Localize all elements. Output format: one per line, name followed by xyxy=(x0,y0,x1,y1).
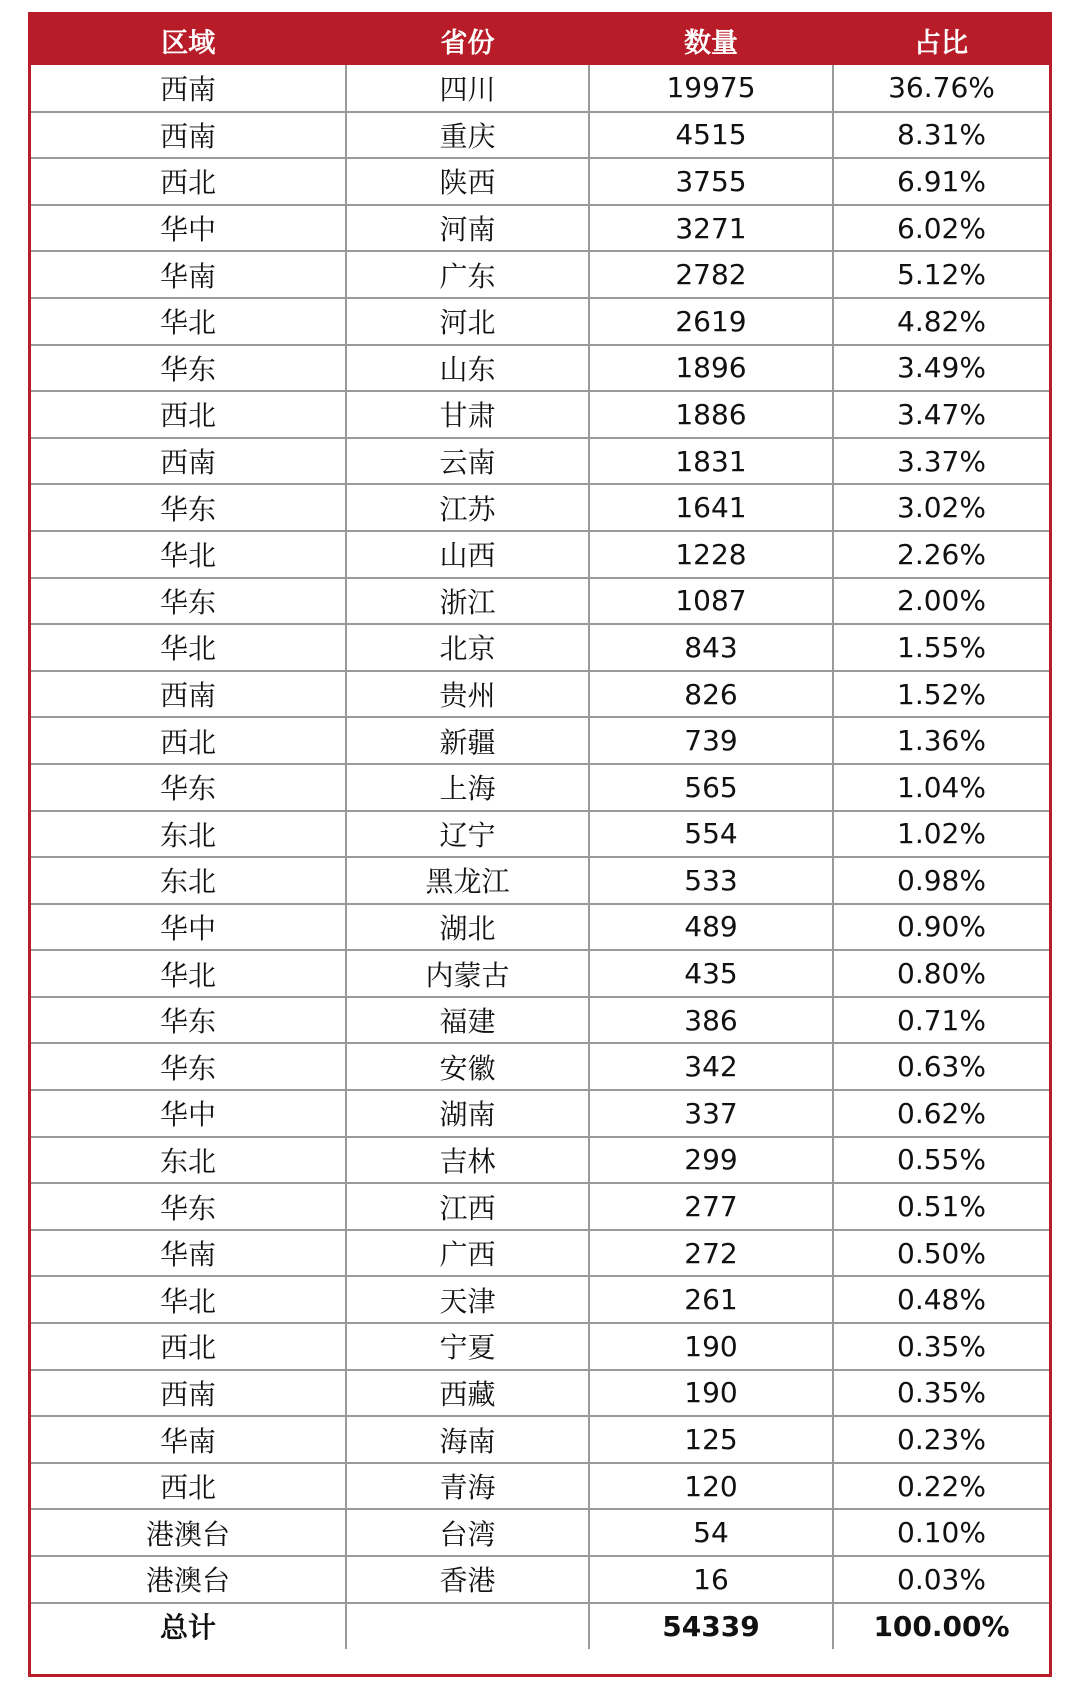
share-cell: 1.04% xyxy=(833,764,1049,811)
total-share: 100.00% xyxy=(833,1603,1049,1650)
header-count: 数量 xyxy=(589,15,833,65)
table-row xyxy=(31,578,1049,625)
region-cell: 华北 xyxy=(31,298,346,345)
province-cell: 河北 xyxy=(346,298,589,345)
count-cell: 125 xyxy=(589,1416,833,1463)
region-cell: 华南 xyxy=(31,1416,346,1463)
share-cell: 0.48% xyxy=(833,1276,1049,1323)
count-cell: 120 xyxy=(589,1463,833,1510)
region-cell: 西南 xyxy=(31,1370,346,1417)
region-cell: 西北 xyxy=(31,391,346,438)
count-cell: 16 xyxy=(589,1556,833,1603)
count-cell: 1831 xyxy=(589,438,833,485)
region-cell: 东北 xyxy=(31,811,346,858)
province-cell: 西藏 xyxy=(346,1370,589,1417)
province-cell: 江西 xyxy=(346,1183,589,1230)
province-distribution-table xyxy=(31,15,1050,1649)
share-cell: 5.12% xyxy=(833,251,1049,298)
count-cell: 19975 xyxy=(589,65,833,112)
count-cell: 843 xyxy=(589,624,833,671)
share-cell: 1.55% xyxy=(833,624,1049,671)
header-row xyxy=(31,15,1049,65)
region-cell: 西南 xyxy=(31,65,346,112)
header-region: 区域 xyxy=(31,15,346,65)
region-cell: 华中 xyxy=(31,904,346,951)
province-cell: 黑龙江 xyxy=(346,857,589,904)
province-cell: 湖北 xyxy=(346,904,589,951)
province-cell: 天津 xyxy=(346,1276,589,1323)
share-cell: 2.26% xyxy=(833,531,1049,578)
share-cell: 0.03% xyxy=(833,1556,1049,1603)
province-cell: 广东 xyxy=(346,251,589,298)
share-cell: 2.00% xyxy=(833,578,1049,625)
count-cell: 1641 xyxy=(589,484,833,531)
region-cell: 华东 xyxy=(31,1183,346,1230)
total-province-cell xyxy=(346,1603,589,1650)
share-cell: 6.91% xyxy=(833,158,1049,205)
table-row xyxy=(31,1416,1049,1463)
region-cell: 华东 xyxy=(31,764,346,811)
count-cell: 190 xyxy=(589,1323,833,1370)
count-cell: 54 xyxy=(589,1509,833,1556)
count-cell: 3271 xyxy=(589,205,833,252)
region-cell: 西北 xyxy=(31,717,346,764)
count-cell: 2619 xyxy=(589,298,833,345)
region-cell: 华东 xyxy=(31,345,346,392)
region-cell: 华北 xyxy=(31,531,346,578)
table-row xyxy=(31,1090,1049,1137)
share-cell: 0.90% xyxy=(833,904,1049,951)
region-cell: 华东 xyxy=(31,997,346,1044)
share-cell: 0.63% xyxy=(833,1043,1049,1090)
table-row xyxy=(31,391,1049,438)
header-share: 占比 xyxy=(833,15,1049,65)
count-cell: 1886 xyxy=(589,391,833,438)
table-row xyxy=(31,251,1049,298)
count-cell: 342 xyxy=(589,1043,833,1090)
count-cell: 739 xyxy=(589,717,833,764)
table-row xyxy=(31,717,1049,764)
share-cell: 4.82% xyxy=(833,298,1049,345)
count-cell: 1228 xyxy=(589,531,833,578)
province-cell: 内蒙古 xyxy=(346,950,589,997)
total-label: 总计 xyxy=(31,1603,346,1650)
count-cell: 272 xyxy=(589,1230,833,1277)
count-cell: 435 xyxy=(589,950,833,997)
table-row xyxy=(31,65,1049,112)
share-cell: 6.02% xyxy=(833,205,1049,252)
table-row xyxy=(31,624,1049,671)
province-cell: 海南 xyxy=(346,1416,589,1463)
region-cell: 西南 xyxy=(31,112,346,159)
province-cell: 甘肃 xyxy=(346,391,589,438)
region-cell: 华中 xyxy=(31,1090,346,1137)
share-cell: 1.52% xyxy=(833,671,1049,718)
count-cell: 565 xyxy=(589,764,833,811)
province-cell: 山东 xyxy=(346,345,589,392)
share-cell: 3.02% xyxy=(833,484,1049,531)
region-cell: 华东 xyxy=(31,578,346,625)
table-row xyxy=(31,1556,1049,1603)
province-cell: 北京 xyxy=(346,624,589,671)
table-row xyxy=(31,1183,1049,1230)
table-row xyxy=(31,1370,1049,1417)
table-row xyxy=(31,1509,1049,1556)
table-row xyxy=(31,298,1049,345)
table-row xyxy=(31,1323,1049,1370)
province-cell: 香港 xyxy=(346,1556,589,1603)
count-cell: 1896 xyxy=(589,345,833,392)
region-cell: 华北 xyxy=(31,1276,346,1323)
total-count: 54339 xyxy=(589,1603,833,1650)
table-row xyxy=(31,857,1049,904)
total-row xyxy=(31,1603,1049,1650)
share-cell: 0.50% xyxy=(833,1230,1049,1277)
count-cell: 337 xyxy=(589,1090,833,1137)
count-cell: 4515 xyxy=(589,112,833,159)
region-cell: 西南 xyxy=(31,671,346,718)
province-cell: 云南 xyxy=(346,438,589,485)
region-cell: 西南 xyxy=(31,438,346,485)
region-cell: 华南 xyxy=(31,251,346,298)
share-cell: 0.55% xyxy=(833,1137,1049,1184)
province-cell: 台湾 xyxy=(346,1509,589,1556)
region-cell: 西北 xyxy=(31,1323,346,1370)
table-row xyxy=(31,1230,1049,1277)
province-cell: 辽宁 xyxy=(346,811,589,858)
count-cell: 2782 xyxy=(589,251,833,298)
count-cell: 533 xyxy=(589,857,833,904)
share-cell: 0.80% xyxy=(833,950,1049,997)
share-cell: 0.51% xyxy=(833,1183,1049,1230)
count-cell: 1087 xyxy=(589,578,833,625)
table-row xyxy=(31,438,1049,485)
region-cell: 东北 xyxy=(31,1137,346,1184)
share-cell: 0.22% xyxy=(833,1463,1049,1510)
region-cell: 东北 xyxy=(31,857,346,904)
region-cell: 港澳台 xyxy=(31,1556,346,1603)
share-cell: 36.76% xyxy=(888,71,995,105)
table-row xyxy=(31,345,1049,392)
share-cell: 3.49% xyxy=(833,345,1049,392)
region-cell: 华中 xyxy=(31,205,346,252)
province-cell: 宁夏 xyxy=(346,1323,589,1370)
table-row xyxy=(31,531,1049,578)
share-cell: 3.47% xyxy=(833,391,1049,438)
table-row xyxy=(31,997,1049,1044)
table-row xyxy=(31,484,1049,531)
share-cell: 8.31% xyxy=(833,112,1049,159)
table-row xyxy=(31,1137,1049,1184)
table-row xyxy=(31,764,1049,811)
table-row xyxy=(31,811,1049,858)
region-cell: 华北 xyxy=(31,624,346,671)
province-cell: 福建 xyxy=(346,997,589,1044)
region-cell: 华东 xyxy=(31,484,346,531)
province-table-frame xyxy=(28,12,1052,1677)
count-cell: 3755 xyxy=(589,158,833,205)
count-cell: 277 xyxy=(589,1183,833,1230)
table-row xyxy=(31,904,1049,951)
province-cell: 青海 xyxy=(346,1463,589,1510)
share-cell: 0.23% xyxy=(833,1416,1049,1463)
count-cell: 826 xyxy=(589,671,833,718)
count-cell: 190 xyxy=(589,1370,833,1417)
region-cell: 西北 xyxy=(31,158,346,205)
share-cell: 0.62% xyxy=(833,1090,1049,1137)
share-cell: 0.10% xyxy=(833,1509,1049,1556)
table-row xyxy=(31,1276,1049,1323)
header-province: 省份 xyxy=(346,15,589,65)
count-cell: 386 xyxy=(589,997,833,1044)
share-cell: 0.71% xyxy=(833,997,1049,1044)
province-cell: 广西 xyxy=(346,1230,589,1277)
table-header xyxy=(31,15,1049,65)
region-cell: 华南 xyxy=(31,1230,346,1277)
table-body xyxy=(31,65,1049,1649)
province-cell: 湖南 xyxy=(346,1090,589,1137)
count-cell: 489 xyxy=(589,904,833,951)
table-row xyxy=(31,205,1049,252)
share-cell: 1.36% xyxy=(833,717,1049,764)
share-cell: 0.98% xyxy=(833,857,1049,904)
province-cell: 吉林 xyxy=(346,1137,589,1184)
table-row xyxy=(31,671,1049,718)
share-cell: 0.35% xyxy=(833,1370,1049,1417)
table-row xyxy=(31,1463,1049,1510)
region-cell: 港澳台 xyxy=(31,1509,346,1556)
region-cell: 华北 xyxy=(31,950,346,997)
province-cell: 江苏 xyxy=(346,484,589,531)
province-cell: 安徽 xyxy=(346,1043,589,1090)
province-cell: 河南 xyxy=(346,205,589,252)
table-row xyxy=(31,1043,1049,1090)
province-cell: 陕西 xyxy=(346,158,589,205)
province-cell: 重庆 xyxy=(346,112,589,159)
province-cell: 四川 xyxy=(346,65,589,112)
table-row xyxy=(31,112,1049,159)
province-cell: 浙江 xyxy=(346,578,589,625)
region-cell: 西北 xyxy=(31,1463,346,1510)
count-cell: 554 xyxy=(589,811,833,858)
count-cell: 261 xyxy=(589,1276,833,1323)
table-row xyxy=(31,158,1049,205)
share-cell: 1.02% xyxy=(833,811,1049,858)
share-cell: 3.37% xyxy=(833,438,1049,485)
table-row xyxy=(31,950,1049,997)
province-cell: 上海 xyxy=(346,764,589,811)
province-cell: 新疆 xyxy=(346,717,589,764)
region-cell: 华东 xyxy=(31,1043,346,1090)
share-cell: 0.35% xyxy=(833,1323,1049,1370)
province-cell: 山西 xyxy=(346,531,589,578)
count-cell: 299 xyxy=(589,1137,833,1184)
province-cell: 贵州 xyxy=(346,671,589,718)
